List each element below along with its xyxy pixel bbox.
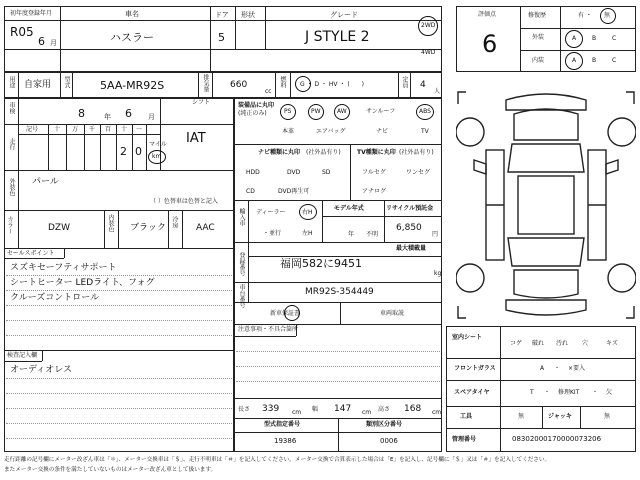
notes-label: 注意事項・不具合箇所 xyxy=(238,326,299,333)
type-num-label: 型式指定番号 xyxy=(264,421,301,428)
navi-hdd: HDD xyxy=(246,169,260,176)
kg-unit: kg xyxy=(434,270,442,277)
tv-label: TV種類に丸印 xyxy=(357,149,396,156)
digit-label-5: 十 xyxy=(121,126,128,133)
tv-sub: (社外品有り) xyxy=(399,149,434,156)
windshield-dot: ・ xyxy=(554,365,561,372)
import-parallel: ・並行 xyxy=(263,230,282,237)
grade-label: グレード xyxy=(330,11,358,19)
navi-cd: CD xyxy=(246,188,255,195)
ac: AAC xyxy=(196,223,215,233)
inspection-year-unit: 年 xyxy=(104,113,111,121)
windshield-replace: ×要入 xyxy=(568,365,586,372)
usage: 自家用 xyxy=(24,80,52,90)
class-num: 0006 xyxy=(380,437,398,445)
equip-aw: AW xyxy=(337,108,347,115)
grade-value: J STYLE 2 xyxy=(305,29,370,45)
equip-tv: TV xyxy=(421,128,429,135)
height-label: 高さ xyxy=(378,406,391,413)
shift-label: シフト xyxy=(192,99,211,106)
length-unit: cm xyxy=(292,409,302,416)
doc-manual: 車両取説 xyxy=(380,310,405,317)
selling-point-1: スズキセーフティサポート xyxy=(10,263,117,273)
selling-points-label: セールスポイント xyxy=(7,250,55,257)
person-unit: 人 xyxy=(434,88,441,95)
shape-label: 形状 xyxy=(241,11,255,19)
repair-yes: 有 ・ xyxy=(578,12,592,19)
int-grade-c: C xyxy=(612,57,617,64)
ext-grade-b: B xyxy=(592,35,597,42)
inspection-year: 8 xyxy=(78,107,85,120)
doors: 5 xyxy=(218,31,225,44)
plate-label: 登録番号 xyxy=(238,252,245,276)
exterior-color: パール xyxy=(32,177,59,187)
interior-tear: 破れ xyxy=(532,340,545,347)
interior-hole: 穴 xyxy=(582,340,589,347)
tv-oneseg: ワンセグ xyxy=(406,169,431,176)
spare-kit: 修理KIT xyxy=(558,389,580,396)
model-year-unit: 年 xyxy=(348,231,355,238)
digit-label-6: 一 xyxy=(136,126,143,133)
equip-airbag: エアバッグ xyxy=(316,128,346,135)
capacity-label: 定員 xyxy=(401,76,408,88)
inspection-label: 車検 xyxy=(8,102,15,114)
spare-missing: 欠 xyxy=(606,389,613,396)
navi-sd: SD xyxy=(322,169,331,176)
mileage-label: 走行 xyxy=(8,138,15,150)
mgmt-label: 管理番号 xyxy=(452,436,477,443)
equip-pw: PW xyxy=(311,108,321,115)
equip-sunroof: サンルーフ xyxy=(366,108,396,115)
type-num: 19386 xyxy=(274,437,297,445)
equipment-label: 装備品に丸印 xyxy=(238,102,275,109)
tv-analog: アナログ xyxy=(362,188,387,195)
windshield-a: A xyxy=(540,365,545,372)
width-label: 幅 xyxy=(312,406,319,413)
model-label: 型式 xyxy=(63,76,70,88)
mgmt-number: 08302000170000073206 xyxy=(512,435,602,443)
drive-sub: 4WD xyxy=(421,49,436,56)
jack-value: 無 xyxy=(604,413,611,420)
tv-fullseg: フルセグ xyxy=(362,169,386,176)
import-left: 左H xyxy=(302,230,313,237)
spare-label: スペアタイヤ xyxy=(454,389,490,396)
car-name: ハスラー xyxy=(110,31,154,44)
jack-label: ジャッキ xyxy=(548,413,572,420)
reg-year-label: 初年度登録年月 xyxy=(10,10,53,17)
mile-label: マイル xyxy=(149,141,167,148)
length-label: 長さ xyxy=(238,406,251,413)
ext-grade-a: A xyxy=(572,35,577,42)
interior-seat-label: 室内シート xyxy=(452,334,483,341)
car-name-label: 車名 xyxy=(125,10,139,18)
interior-grade-label: 内装 xyxy=(532,57,545,64)
inspector-line-1: オーディオレス xyxy=(10,365,73,375)
month-unit: 月 xyxy=(50,39,57,47)
width: 147 xyxy=(334,404,352,414)
score: 6 xyxy=(482,30,498,58)
tools-label: 工具 xyxy=(460,413,473,420)
import-dealer: ディーラー xyxy=(256,209,286,216)
navi-dvd: DVD xyxy=(287,169,301,176)
usage-label: 用途 xyxy=(8,76,15,88)
length: 339 xyxy=(262,404,280,414)
inspector-label: 検査記入欄 xyxy=(7,352,38,359)
exterior-grade-label: 外装 xyxy=(532,34,545,41)
color-code: DZW xyxy=(48,223,70,233)
fuel-options: G ・ D ・ HV ・ ( ) xyxy=(300,81,365,88)
car-diagram xyxy=(456,90,636,320)
width-unit: cm xyxy=(362,409,372,416)
fuel-label: 燃料 xyxy=(279,76,286,88)
selling-point-2: シートヒーター LEDライト、フォグ xyxy=(10,278,155,288)
digit-label-1: 十 xyxy=(54,126,61,133)
height: 168 xyxy=(404,404,422,414)
exterior-label: 外装色 xyxy=(8,178,15,196)
vin: MR92S-354449 xyxy=(305,287,374,297)
digit-label-0: 記号 xyxy=(26,126,39,133)
shift: IAT xyxy=(186,131,206,146)
selling-point-3: クルーズコントロール xyxy=(10,293,100,303)
interior-scratch: キズ xyxy=(606,340,618,347)
tools-value: 無 xyxy=(518,413,525,420)
equip-leather: 本革 xyxy=(282,128,295,135)
mileage-digit-thousand: 2 xyxy=(120,145,127,158)
drive-main: 2WD xyxy=(421,22,436,29)
height-unit: cm xyxy=(432,409,442,416)
repair-label: 修復歴 xyxy=(528,12,547,19)
spare-dot-1: ・ xyxy=(544,389,551,396)
interior-stain: 汚れ xyxy=(556,340,569,347)
color-code-label: カラー xyxy=(6,216,13,234)
equip-navi: ナビ xyxy=(376,128,389,135)
inspection-month: 6 xyxy=(125,107,132,120)
footer-note-2: またメーター交換の条件を満たしていないものはメーター改ざん車として扱います。 xyxy=(4,467,217,473)
door-label: ドア xyxy=(215,11,229,19)
reg-year: R05 xyxy=(10,25,34,39)
footer-note-1: 走行距離の記号欄にメーター改ざん車は「＊」、メーター交換車は「＄」、走行不明車は「＃」を記入してください。メーター交換で合算表示した場合は「E」を記入し、記号欄に「＄」又は「＃」を記入してください。 xyxy=(4,457,551,463)
reg-month: 6 xyxy=(38,35,45,48)
model-year-label: モデル年式 xyxy=(334,205,364,212)
doc-cert: 新車保証書 xyxy=(270,310,301,317)
digit-label-4: 百 xyxy=(105,126,112,133)
class-num-label: 類別区分番号 xyxy=(366,421,403,428)
spare-t: T xyxy=(530,389,534,396)
vin-label: 車台番号 xyxy=(238,284,245,308)
plate: 福岡582に9451 xyxy=(280,257,362,270)
repair-no: 無 xyxy=(604,12,611,19)
int-grade-a: A xyxy=(572,57,577,64)
cc-unit: cc xyxy=(265,88,272,95)
interior-color: ブラック xyxy=(130,223,166,233)
interior-color-label: 内装色 xyxy=(107,214,114,232)
digit-label-2: 万 xyxy=(72,126,79,133)
equipment-sub: (純正のみ) xyxy=(238,110,267,117)
capacity: 4 xyxy=(420,80,426,90)
exterior-note: （ ）色替車は色替と記入 xyxy=(150,198,218,205)
navi-label: ナビ種類に丸印 xyxy=(258,149,301,156)
digit-label-3: 千 xyxy=(89,126,96,133)
navi-dvd-play: DVD再生可 xyxy=(278,188,310,195)
max-load-label: 最大積載量 xyxy=(396,245,427,252)
mileage-digit-hundred: 0 xyxy=(135,145,142,158)
model-year-unknown: 不明 xyxy=(366,231,379,238)
import-right: 右H xyxy=(302,209,313,216)
int-grade-b: B xyxy=(592,57,597,64)
model: 5AA-MR92S xyxy=(100,79,165,92)
equip-ps: PS xyxy=(284,108,292,115)
yen-unit: 円 xyxy=(432,231,439,238)
km-label: km xyxy=(152,153,162,160)
windshield-label: フロントガラス xyxy=(454,365,496,372)
inspection-month-unit: 月 xyxy=(148,113,155,121)
recycle-value: 6,850 xyxy=(396,223,422,233)
interior-burn: コゲ xyxy=(510,340,523,347)
ac-label: 冷房 xyxy=(171,216,178,228)
displacement: 660 xyxy=(230,80,248,90)
navi-sub: (社外品有り) xyxy=(306,149,341,156)
spare-dot-2: ・ xyxy=(592,389,599,396)
ext-grade-c: C xyxy=(612,35,617,42)
recycle-label: リサイクル預託金 xyxy=(386,205,434,212)
displacement-label: 排気量 xyxy=(202,74,209,92)
import-label: 輸入車 xyxy=(238,208,245,226)
equip-abs: ABS xyxy=(419,108,431,115)
score-label: 評価点 xyxy=(478,11,497,18)
